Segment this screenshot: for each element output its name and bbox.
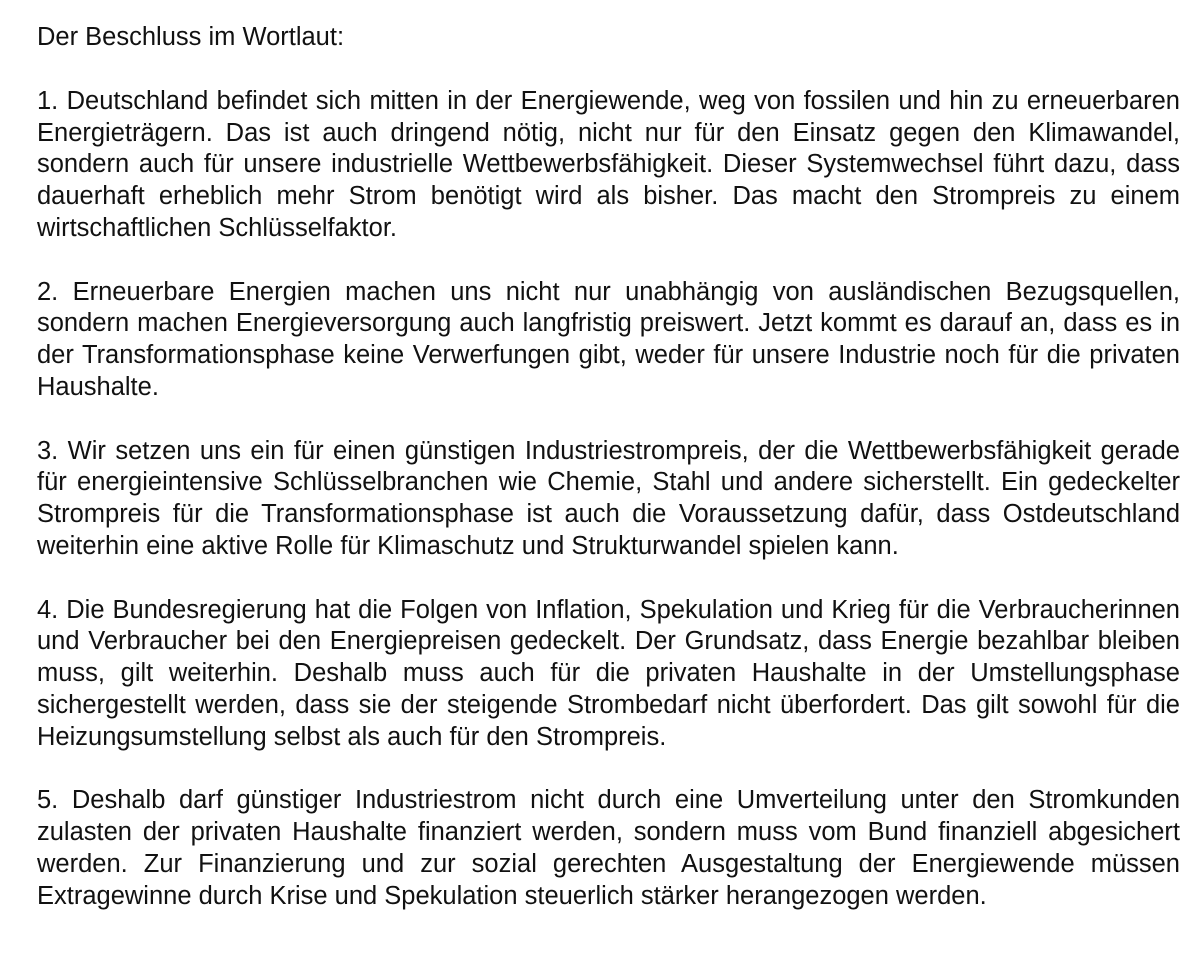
- paragraph-4: 4. Die Bundesregierung hat die Folgen von Inflation, Spekulation und Krieg für die Verbraucherinnen und Verbraucher bei den Energiepreisen gedeckelt. Der Grundsatz, dass Energie bezahlbar bleiben muss, gilt weiterhin. Deshalb muss auch für die privaten Haushalte in der Umstellungsphase sichergestellt werden, dass sie der steigende Strombedarf nicht überfordert. Das gilt sowohl für die Heizungsumstellung selbst als auch für den Strompreis.: [37, 595, 1180, 751]
- paragraph-5: 5. Deshalb darf günstiger Industriestrom nicht durch eine Umverteilung unter den Stromkunden zulasten der privaten Haushalte finanziert werden, sondern muss vom Bund finanziell abgesichert werden. Zur Finanzierung und zur sozial gerechten Ausgestaltung der Energiewende müssen Extragewinne durch Krise und Spekulation steuerlich stärker herangezogen werden.: [37, 786, 1180, 910]
- document-body: [37, 22, 1180, 913]
- paragraph-1: 1. Deutschland befindet sich mitten in der Energiewende, weg von fossilen und hin zu erneuerbaren Energieträgern. Das ist auch dringend nötig, nicht nur für den Einsatz gegen den Klimawandel, sondern auch für unsere industrielle Wettbewerbsfähigkeit. Dieser Systemwechsel führt dazu, dass dauerhaft erheblich mehr Strom benötigt wird als bisher. Das macht den Strompreis zu einem wirtschaftlichen Schlüsselfaktor.: [37, 86, 1180, 242]
- paragraph-2: 2. Erneuerbare Energien machen uns nicht nur unabhängig von ausländischen Bezugsquellen, sondern machen Energieversorgung auch langfristig preiswert. Jetzt kommt es darauf an, dass es in der Transformationsphase keine Verwerfungen gibt, weder für unsere Industrie noch für die privaten Haushalte.: [37, 277, 1180, 401]
- document-heading: Der Beschluss im Wortlaut:: [37, 23, 345, 51]
- paragraph-3: 3. Wir setzen uns ein für einen günstigen Industriestrompreis, der die Wettbewerbsfähigkeit gerade für energieintensive Schlüsselbranchen wie Chemie, Stahl und andere sicherstellt. Ein gedeckelter Strompreis für die Transformationsphase ist auch die Voraussetzung dafür, dass Ostdeutschland weiterhin eine aktive Rolle für Klimaschutz und Strukturwandel spielen kann.: [37, 436, 1180, 560]
